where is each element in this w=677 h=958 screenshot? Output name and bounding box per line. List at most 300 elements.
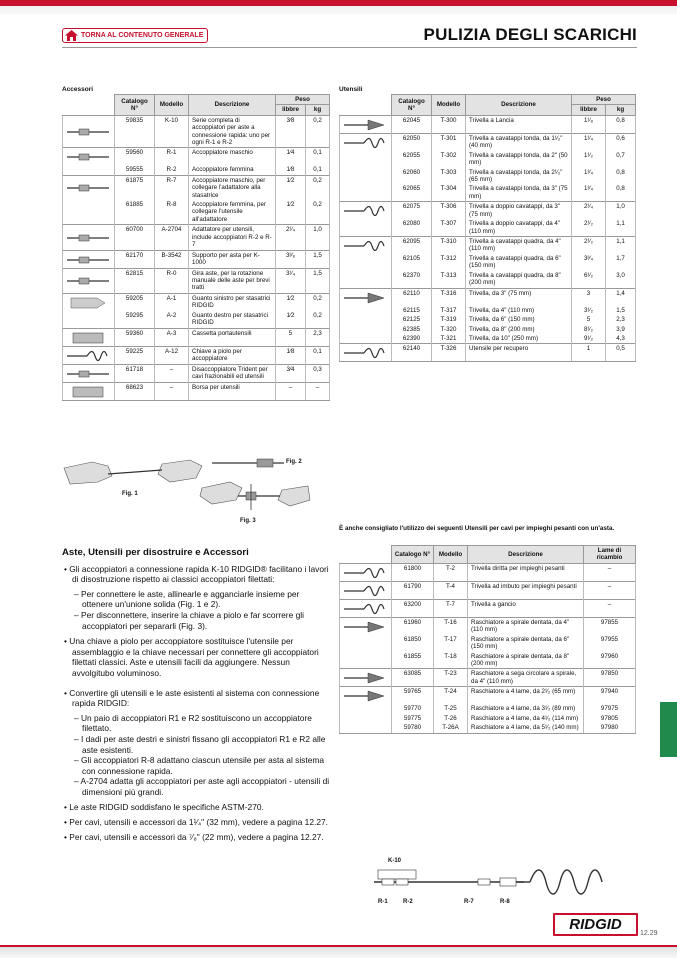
cell-kg: 0,2: [306, 293, 330, 311]
table-row: [340, 635, 636, 652]
cell-cat: 62390: [392, 334, 432, 344]
tool-image: [340, 714, 392, 723]
cell-lb: –: [276, 382, 306, 400]
cell-desc: Supporto per asta per K-1000: [189, 250, 276, 268]
cell-desc: Guanto destro per stasatrici RIDGID: [189, 311, 276, 328]
cell-desc: Raschiatore a 4 lame, da 5¹⁄₂ (140 mm): [468, 723, 584, 733]
table-row: [340, 168, 636, 185]
cell-kg: 1,5: [306, 250, 330, 268]
cell-lb: 1⁄2: [276, 311, 306, 328]
cell-kg: 0,2: [306, 200, 330, 225]
r2-label: R-2: [403, 899, 413, 905]
cell-desc: Trivella, da 3" (75 mm): [466, 288, 572, 306]
r1-label: R-1: [378, 899, 388, 905]
cell-cat: 59205: [115, 293, 155, 311]
cell-model: T-321: [432, 334, 466, 344]
col-catalog: Catalogo N°: [392, 546, 434, 564]
cell-cat: 59780: [392, 723, 434, 733]
col-kg: kg: [606, 105, 636, 115]
cell-desc: Trivella a cavatappi quadra, da 4" (110 mm): [466, 237, 572, 255]
table-row: [63, 175, 330, 200]
cell-model: T-306: [432, 202, 466, 220]
cell-lb: 3¹⁄₂: [572, 306, 606, 315]
cell-cat: 62815: [115, 268, 155, 293]
cell-kg: 0,8: [606, 168, 636, 185]
cell-lb: 1⁄8: [276, 346, 306, 364]
cell-desc: Trivella, da 4" (110 mm): [466, 306, 572, 315]
cell-spare: 97955: [584, 635, 636, 652]
accessori-section-label: Accessori: [62, 86, 94, 93]
cell-model: A-2: [155, 311, 189, 328]
tool-image: [340, 219, 392, 236]
sub-bullet: – I dadi per aste destri e sinistri fissano gli accoppiatori R1 e R2 alle aste esistenti.: [74, 733, 326, 755]
table-row: [340, 325, 636, 334]
cell-cat: 63200: [392, 599, 434, 617]
cell-desc: Trivella a cavatappi quadra, da 6" (150 mm): [466, 254, 572, 271]
tool-image: [340, 669, 392, 687]
tool-image: [63, 225, 115, 250]
cell-model: K-10: [155, 115, 189, 148]
tool-image: [340, 315, 392, 324]
cell-desc: Trivella a cavatappi quadra, da 8" (200 mm): [466, 271, 572, 288]
utensili-section-label: Utensili: [339, 86, 363, 93]
cell-lb: 3⁄4: [276, 364, 306, 382]
cell-kg: 2,3: [606, 315, 636, 324]
cell-lb: 1¹⁄₈: [572, 115, 606, 133]
sub-bullet: – A-2704 adatta gli accoppiatori per aste agli accoppiatori - utensili di dimensioni più grandi.: [74, 776, 330, 797]
table-row: [340, 714, 636, 723]
cell-lb: 3³⁄₄: [572, 254, 606, 271]
table-row: [63, 328, 330, 346]
cell-cat: 62170: [115, 250, 155, 268]
cell-desc: Trivella, da 8" (200 mm): [466, 325, 572, 334]
cell-cat: 68623: [115, 382, 155, 400]
tool-image: [340, 581, 392, 599]
cell-model: R-7: [155, 175, 189, 200]
cell-kg: 3,0: [606, 271, 636, 288]
ridgid-logo-text: RIDGID: [569, 916, 622, 933]
tool-image: [340, 344, 392, 362]
tool-image: [340, 237, 392, 255]
table-row: [340, 581, 636, 599]
page-number: 12.29: [640, 930, 658, 937]
cell-model: T-18: [434, 652, 468, 669]
table-row: [340, 704, 636, 713]
cell-spare: 97855: [584, 617, 636, 635]
table-row: [340, 254, 636, 271]
cell-spare: 97850: [584, 669, 636, 687]
cell-model: T-7: [434, 599, 468, 617]
tool-image: [63, 311, 115, 328]
tool-image: [340, 687, 392, 705]
tool-image: [340, 202, 392, 220]
cell-model: T-317: [432, 306, 466, 315]
tool-image: [63, 250, 115, 268]
cell-desc: Raschiatore a sega circolare a spirale, da 4" (110 mm): [468, 669, 584, 687]
cell-lb: 1⁄2: [276, 175, 306, 200]
title-divider: [62, 47, 637, 48]
table-row: [340, 687, 636, 705]
tool-image: [63, 115, 115, 148]
table-row: [340, 115, 636, 133]
r8-label: R-8: [500, 899, 510, 905]
table-row: [340, 151, 636, 168]
bottom-band: [0, 947, 677, 958]
table-row: [340, 184, 636, 201]
table-row: [340, 133, 636, 151]
cell-lb: 1⁄4: [276, 148, 306, 166]
tool-image: [63, 364, 115, 382]
cell-model: T-303: [432, 168, 466, 185]
cell-model: T-304: [432, 184, 466, 201]
table-row: [340, 344, 636, 362]
cell-cat: 62110: [392, 288, 432, 306]
table-row: [340, 315, 636, 324]
table-row: [63, 250, 330, 268]
table-row: [340, 563, 636, 581]
cell-desc: Raschiatore a spirale dentata, da 4" (110 mm): [468, 617, 584, 635]
cell-kg: 0,2: [306, 175, 330, 200]
cell-kg: 0,7: [606, 151, 636, 168]
heavy-duty-table: [339, 545, 636, 734]
cell-kg: 1,0: [306, 225, 330, 250]
cell-kg: 1,1: [606, 237, 636, 255]
tool-image: [63, 165, 115, 175]
tool-image: [340, 723, 392, 733]
cell-lb: 1³⁄₄: [572, 168, 606, 185]
cell-model: T-312: [432, 254, 466, 271]
cell-model: T-16: [434, 617, 468, 635]
cell-model: T-301: [432, 133, 466, 151]
heavy-duty-note: È anche consigliato l'utilizzo dei seguenti Utensili per cavi per impieghi pesanti con un'asta.: [339, 525, 615, 532]
cell-model: T-316: [432, 288, 466, 306]
cell-desc: Accoppiatore maschio: [189, 148, 276, 166]
cell-cat: 62370: [392, 271, 432, 288]
cell-lb: 3¹⁄₄: [276, 268, 306, 293]
table-row: [340, 288, 636, 306]
cell-kg: 1,7: [606, 254, 636, 271]
col-model: Modello: [432, 95, 466, 116]
cell-cat: 62065: [392, 184, 432, 201]
cell-cat: 59360: [115, 328, 155, 346]
cell-lb: 2¹⁄₄: [276, 225, 306, 250]
cell-lb: 6¹⁄₂: [572, 271, 606, 288]
cell-spare: –: [584, 599, 636, 617]
cell-lb: 8¹⁄₂: [572, 325, 606, 334]
table-row: [63, 200, 330, 225]
cell-lb: 1³⁄₄: [572, 184, 606, 201]
bullet-k10: • Gli accoppiatori a connessione rapida K-10 RIDGID® facilitano i lavori di disostruzione rispetto ai classici accoppiatori filettati:: [64, 563, 329, 585]
cell-model: T-17: [434, 635, 468, 652]
table-row: [340, 237, 636, 255]
cell-desc: Chiave a piolo per accoppiatore: [189, 346, 276, 364]
back-to-contents-link[interactable]: [62, 28, 208, 43]
cell-kg: 0,6: [606, 133, 636, 151]
tool-image: [63, 200, 115, 225]
table-row: [340, 202, 636, 220]
cell-model: T-25: [434, 704, 468, 713]
bullet-pin-wrench: • Una chiave a piolo per accoppiatore sostituisce l'utensile per assemblaggio e la chiave necessari per connettere gli accoppiatori filettati classici. Aste e utensili facili da aggiungere. Nessun avvolgitubo voluminoso.: [64, 636, 319, 678]
cell-lb: 1: [572, 344, 606, 362]
cell-desc: Serie completa di accoppiatori per aste a connessione rapida: uno per ogni R-1 e R-2: [189, 115, 276, 148]
cell-model: R-8: [155, 200, 189, 225]
sub-bullet: – Un paio di accoppiatori R1 e R2 sostituiscono un accoppiatore filettato.: [74, 712, 312, 734]
cell-model: T-4: [434, 581, 468, 599]
table-row: [340, 599, 636, 617]
cell-cat: 62075: [392, 202, 432, 220]
cell-cat: 61790: [392, 581, 434, 599]
col-kg: kg: [306, 105, 330, 115]
info-heading: Aste, Utensili per disostruire e Accessori: [62, 547, 249, 558]
tool-image: [340, 168, 392, 185]
tool-image: [340, 115, 392, 133]
cell-cat: 59560: [115, 148, 155, 166]
cell-kg: 0,3: [306, 364, 330, 382]
cell-kg: 1,4: [606, 288, 636, 306]
back-link-label: TORNA AL CONTENUTO GENERALE: [81, 32, 204, 39]
cell-model: T-23: [434, 669, 468, 687]
cell-desc: Utensile per recupero: [466, 344, 572, 362]
cell-spare: 97960: [584, 652, 636, 669]
cell-desc: Trivella a doppio cavatappi, da 3" (75 mm): [466, 202, 572, 220]
cell-desc: Trivella a cavatappi tonda, da 2¹⁄₂" (65 mm): [466, 168, 572, 185]
table-row: [63, 293, 330, 311]
cell-desc: Trivella a cavatappi tonda, da 1¹⁄₂" (40 mm): [466, 133, 572, 151]
table-row: [340, 306, 636, 315]
bullet-convert: • Convertire gli utensili e le aste esistenti al sistema con connessione rapida RIDGID:: [64, 687, 320, 709]
cell-kg: 1,5: [306, 268, 330, 293]
cell-desc: Guanto sinistro per stasatrici RIDGID: [189, 293, 276, 311]
cell-lb: 3: [572, 288, 606, 306]
col-lb: libbre: [572, 105, 606, 115]
table-row: [63, 268, 330, 293]
cell-lb: 1⁄2: [276, 293, 306, 311]
accessori-table: [62, 94, 330, 401]
cell-spare: 97980: [584, 723, 636, 733]
sub-bullet: – Gli accoppiatori R-8 adattano ciascun utensile per asta al sistema con connessione rapida.: [74, 755, 324, 776]
table-row: [340, 271, 636, 288]
fig-2-label: Fig. 2: [286, 459, 302, 465]
cell-kg: 1,5: [606, 306, 636, 315]
cell-kg: 0,1: [306, 148, 330, 166]
tool-image: [340, 288, 392, 306]
cell-desc: Gira aste, per la rotazione manuale delle aste per brevi tratti: [189, 268, 276, 293]
coupling-illustration: [62, 456, 312, 534]
bullet-ref-2: • Per cavi, utensili e accessori da ⁷⁄₈" (22 mm), vedere a pagina 12.27.: [64, 831, 324, 842]
cell-kg: 0,8: [606, 115, 636, 133]
cell-cat: 60700: [115, 225, 155, 250]
cell-spare: –: [584, 581, 636, 599]
cell-model: –: [155, 382, 189, 400]
cell-cat: 61800: [392, 563, 434, 581]
cell-model: A-3: [155, 328, 189, 346]
cell-kg: 4,3: [606, 334, 636, 344]
tool-image: [63, 328, 115, 346]
cell-kg: 0,2: [306, 115, 330, 148]
cell-cat: 61875: [115, 175, 155, 200]
cell-desc: Raschiatore a spirale dentata, da 8" (200 mm): [468, 652, 584, 669]
cell-desc: Trivella ad imbuto per impieghi pesanti: [468, 581, 584, 599]
tool-image: [63, 346, 115, 364]
cell-cat: 62125: [392, 315, 432, 324]
tool-image: [340, 184, 392, 201]
cell-kg: 2,3: [306, 328, 330, 346]
cell-cat: 62045: [392, 115, 432, 133]
cell-model: A-1: [155, 293, 189, 311]
tool-image: [63, 268, 115, 293]
tool-image: [340, 254, 392, 271]
cell-spare: 97805: [584, 714, 636, 723]
table-row: [63, 225, 330, 250]
cell-kg: 1,1: [606, 219, 636, 236]
cell-model: T-320: [432, 325, 466, 334]
cell-cat: 62140: [392, 344, 432, 362]
cell-model: T-326: [432, 344, 466, 362]
cell-cat: 62050: [392, 133, 432, 151]
cell-desc: Raschiatore a 4 lame, da 4¹⁄₂ (114 mm): [468, 714, 584, 723]
cell-lb: 3³⁄₈: [276, 250, 306, 268]
cell-model: R-2: [155, 165, 189, 175]
col-catalog: Catalogo N°: [115, 95, 155, 116]
cell-model: B-3542: [155, 250, 189, 268]
cell-lb: 1¹⁄₂: [572, 151, 606, 168]
cell-lb: 9¹⁄₂: [572, 334, 606, 344]
cell-cat: 59835: [115, 115, 155, 148]
cell-model: R-0: [155, 268, 189, 293]
bullet-ref-1: • Per cavi, utensili e accessori da 1¹⁄₄" (32 mm), vedere a pagina 12.27.: [64, 817, 328, 828]
cell-model: T-307: [432, 219, 466, 236]
cell-kg: 0,1: [306, 346, 330, 364]
table-row: [340, 617, 636, 635]
col-model: Modello: [434, 546, 468, 564]
cell-cat: 62115: [392, 306, 432, 315]
cell-desc: Raschiatore a 4 lame, da 2¹⁄₂ (65 mm): [468, 687, 584, 705]
home-icon: [65, 30, 78, 41]
cell-model: A-2704: [155, 225, 189, 250]
utensili-table: [339, 94, 636, 362]
cell-cat: 59775: [392, 714, 434, 723]
cell-desc: Accoppiatore maschio, per collegare l'adattatore alla stasatrice: [189, 175, 276, 200]
cell-kg: 3,9: [606, 325, 636, 334]
cell-model: A-12: [155, 346, 189, 364]
cell-desc: Trivella diritta per impieghi pesanti: [468, 563, 584, 581]
col-weight: Peso: [276, 95, 330, 105]
info-section: [62, 548, 330, 846]
table-row: [340, 669, 636, 687]
tool-image: [340, 271, 392, 288]
col-model: Modello: [155, 95, 189, 116]
table-row: [63, 346, 330, 364]
cell-model: T-26: [434, 714, 468, 723]
cell-model: R-1: [155, 148, 189, 166]
cell-spare: 97940: [584, 687, 636, 705]
ridgid-logo: [553, 913, 638, 936]
cell-desc: Accoppiatore femmina, per collegare l'utensile all'adattatore: [189, 200, 276, 225]
cell-lb: 1¹⁄₄: [572, 133, 606, 151]
bullet-astm: • Le aste RIDGID soddisfano le specifiche ASTM-270.: [64, 802, 264, 813]
tool-image: [340, 325, 392, 334]
cell-desc: Trivella, da 10" (250 mm): [466, 334, 572, 344]
table-row: [63, 115, 330, 148]
cell-lb: 5: [276, 328, 306, 346]
cell-cat: 62055: [392, 151, 432, 168]
cell-lb: 1⁄2: [276, 200, 306, 225]
coupling-figures: [62, 456, 312, 534]
cell-kg: –: [306, 382, 330, 400]
cell-cat: 62105: [392, 254, 432, 271]
cell-cat: 61885: [115, 200, 155, 225]
cell-cat: 62095: [392, 237, 432, 255]
cell-cat: 59225: [115, 346, 155, 364]
cell-model: T-2: [434, 563, 468, 581]
cell-spare: –: [584, 563, 636, 581]
sub-bullet: – Per connettere le aste, allinearle e agganciarle insieme per ottenere un'unione solida (Fig. 1 e 2).: [74, 588, 300, 610]
cell-desc: Cassetta portautensili: [189, 328, 276, 346]
table-row: [63, 165, 330, 175]
cell-desc: Adattatore per utensili, include accoppiatori R-2 e R-7: [189, 225, 276, 250]
cell-kg: 0,2: [306, 311, 330, 328]
tool-image: [63, 148, 115, 166]
cell-model: T-313: [432, 271, 466, 288]
cell-model: T-310: [432, 237, 466, 255]
top-red-stripe: [0, 0, 677, 6]
cell-cat: 59555: [115, 165, 155, 175]
cell-desc: Trivella a cavatappi tonda, da 2" (50 mm): [466, 151, 572, 168]
cell-model: T-26A: [434, 723, 468, 733]
cell-lb: 2¹⁄₄: [572, 202, 606, 220]
cell-spare: 97975: [584, 704, 636, 713]
cell-desc: Trivella, da 6" (150 mm): [466, 315, 572, 324]
cell-desc: Trivella a doppio cavatappi, da 4" (110 mm): [466, 219, 572, 236]
table-row: [63, 311, 330, 328]
fig-1-label: Fig. 1: [122, 491, 138, 497]
cell-cat: 59770: [392, 704, 434, 713]
cell-model: T-319: [432, 315, 466, 324]
table-row: [340, 652, 636, 669]
table-row: [340, 219, 636, 236]
col-description: Descrizione: [468, 546, 584, 564]
tool-image: [340, 599, 392, 617]
tool-image: [63, 382, 115, 400]
cell-model: T-302: [432, 151, 466, 168]
fig-3-label: Fig. 3: [240, 518, 256, 524]
cell-lb: 5: [572, 315, 606, 324]
cell-cat: 59295: [115, 311, 155, 328]
cell-cat: 61850: [392, 635, 434, 652]
col-spare-blades: Lame di ricambio: [584, 546, 636, 564]
table-row: [63, 148, 330, 166]
tool-image: [63, 293, 115, 311]
cell-desc: Disaccoppiatore Trident per cavi frazionabili ed utensili: [189, 364, 276, 382]
tool-image: [340, 635, 392, 652]
cell-model: T-300: [432, 115, 466, 133]
page-title: PULIZIA DEGLI SCARICHI: [423, 25, 637, 44]
cell-desc: Trivella a cavatappi tonda, da 3" (75 mm): [466, 184, 572, 201]
r7-label: R-7: [464, 899, 474, 905]
section-tab: [660, 702, 677, 757]
cell-cat: 61718: [115, 364, 155, 382]
cell-cat: 59765: [392, 687, 434, 705]
tool-image: [340, 704, 392, 713]
cell-cat: 61855: [392, 652, 434, 669]
col-description: Descrizione: [189, 95, 276, 116]
cell-cat: 61960: [392, 617, 434, 635]
rod-coupling-diagram: [374, 858, 626, 910]
cell-desc: Trivella a Lancia: [466, 115, 572, 133]
table-row: [63, 382, 330, 400]
cell-model: T-24: [434, 687, 468, 705]
cell-model: –: [155, 364, 189, 382]
